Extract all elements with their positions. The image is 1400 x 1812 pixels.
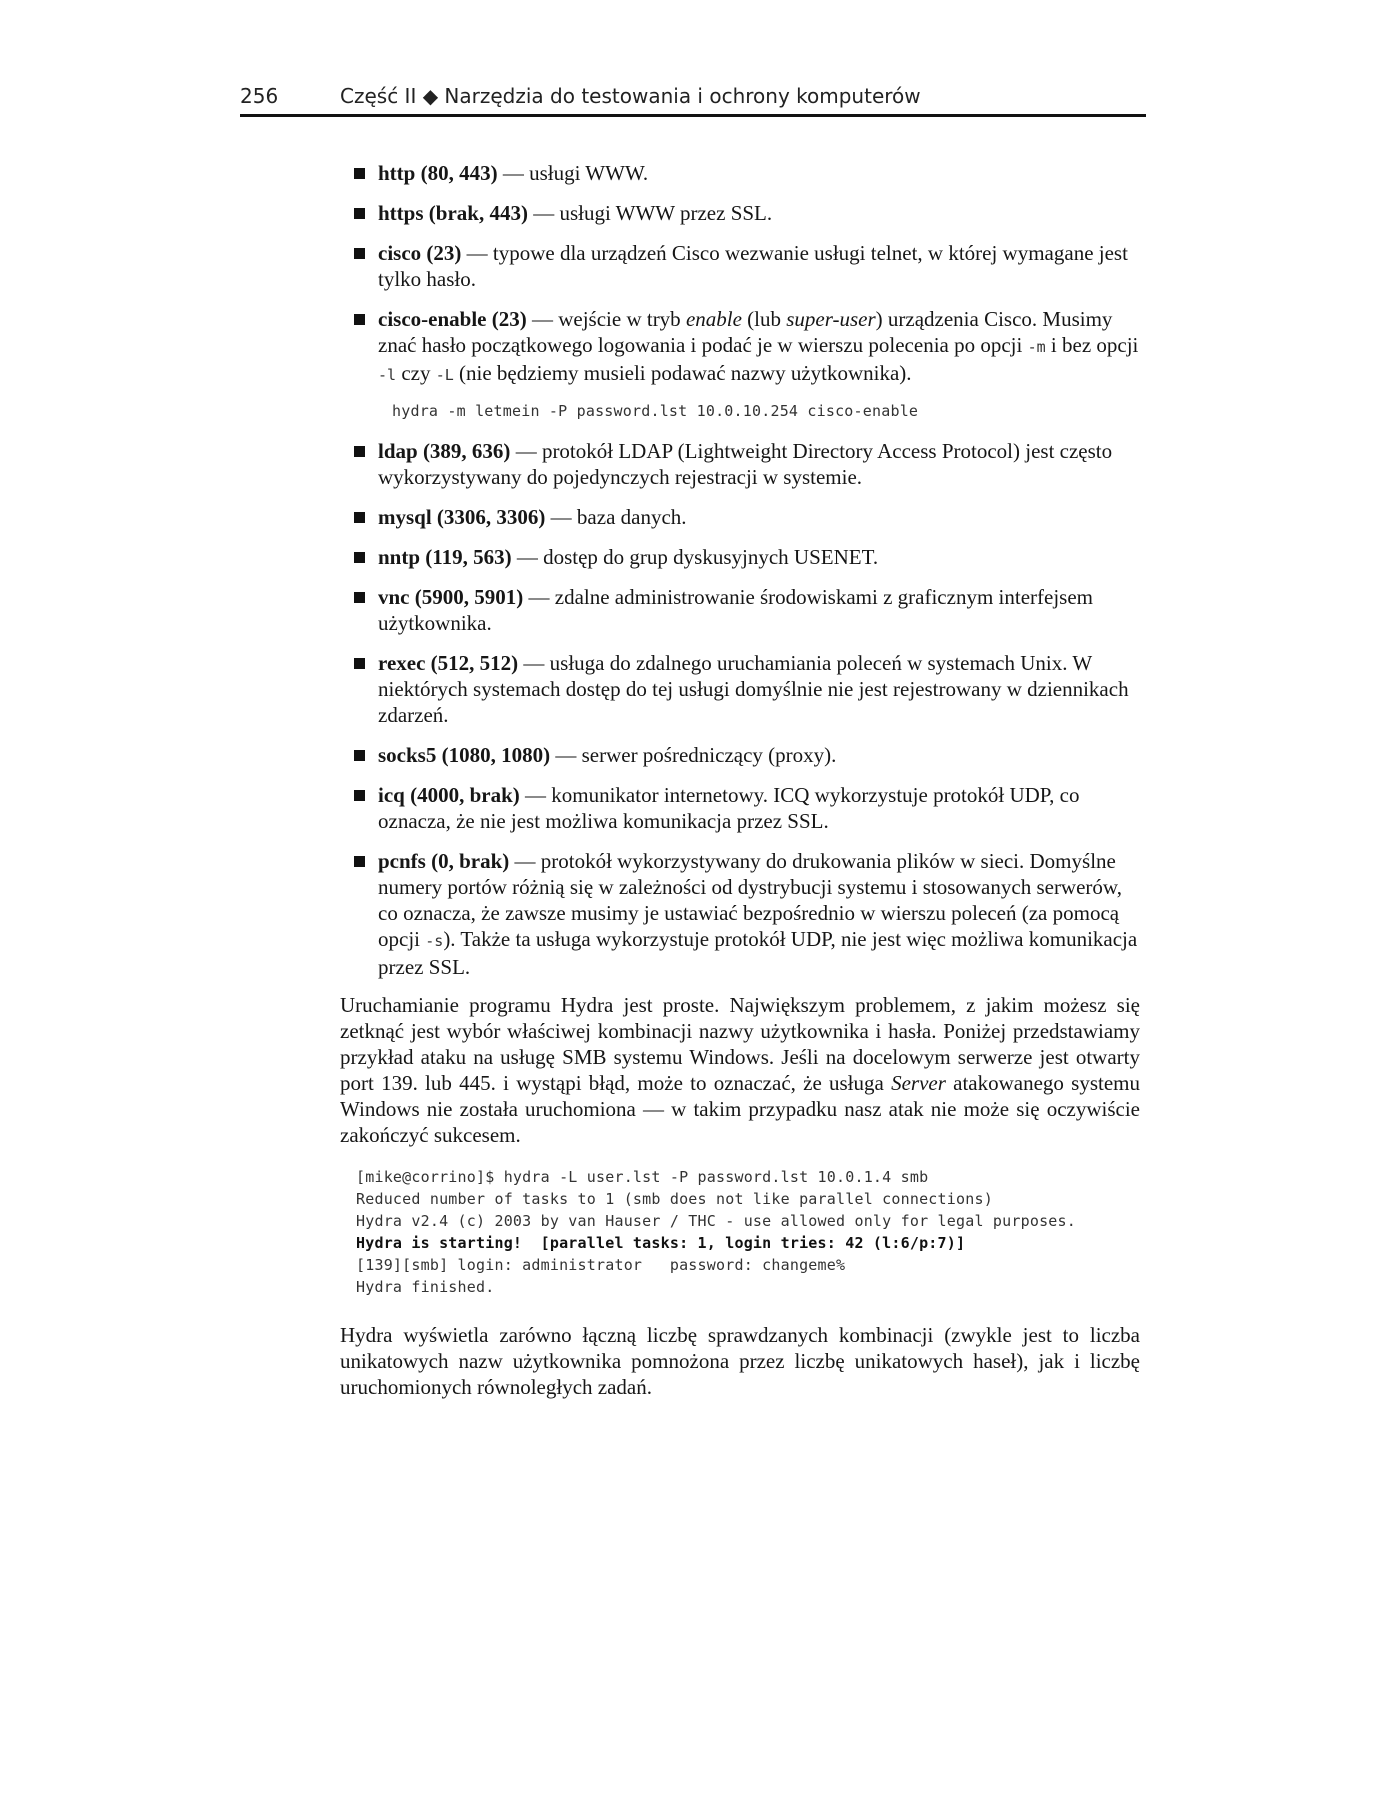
- bullet-square-icon: [354, 790, 365, 801]
- service-term: mysql (3306, 3306): [378, 505, 546, 529]
- service-list: [340, 160, 1140, 388]
- list-item: [340, 438, 1140, 490]
- bullet-square-icon: [354, 168, 365, 179]
- text-run: atakowanego systemu Windows nie została uruchomiona — w takim przypadku nasz atak nie może się oczywiście zakończyć sukcesem.: [340, 1071, 1140, 1147]
- text-run: Uruchamianie programu Hydra jest proste. Największym problemem, z jakim możesz się zetknąć jest wybór właściwej kombinacji nazwy użytkownika i hasła. Poniżej przedstawiamy przykład ataku na usługę SMB systemu Windows. Jeśli na docelowym serwerze jest otwarty port 139. lub 445. i wystąpi błąd, może to oznaczać, że usługa: [340, 993, 1140, 1095]
- service-term: pcnfs (0, brak): [378, 849, 510, 873]
- code-example-cisco: hydra -m letmein -P password.lst 10.0.10.254 cisco-enable: [392, 402, 919, 420]
- service-term: icq (4000, brak): [378, 783, 520, 807]
- service-description: — dostęp do grup dyskusyjnych USENET.: [511, 545, 879, 569]
- terminal-line: [139][smb] login: administrator password: changeme%: [356, 1256, 846, 1274]
- terminal-line: Reduced number of tasks to 1 (smb does not like parallel connections): [356, 1190, 993, 1208]
- text-run: czy: [396, 361, 436, 385]
- service-description: — zdalne administrowanie środowiskami z graficznym interfejsem użytkownika.: [378, 585, 1093, 635]
- bullet-square-icon: [354, 248, 365, 259]
- list-item: [340, 306, 1140, 388]
- inline-code: -L: [435, 366, 454, 384]
- list-item: [340, 240, 1140, 292]
- text-run: ). Także ta usługa wykorzystuje protokół UDP, nie jest więc możliwa komunikacja przez SSL.: [378, 927, 1138, 979]
- emphasis: super-user: [786, 307, 876, 331]
- inline-code: -s: [425, 932, 444, 950]
- service-description: — serwer pośredniczący (proxy).: [550, 743, 837, 767]
- bullet-square-icon: [354, 208, 365, 219]
- text-run: — protokół wykorzystywany do drukowania plików w sieci. Domyślne numery portów różnią się w zależności od dystrybucji systemu i stosowanych serwerów, co oznacza, że zawsze musimy je ustawiać bezpośrednio w wierszu poleceń (za pomocą opcji: [378, 849, 1122, 951]
- list-item: [340, 200, 1140, 226]
- service-description: — usługi WWW przez SSL.: [527, 201, 773, 225]
- service-term: ldap (389, 636): [378, 439, 511, 463]
- bullet-square-icon: [354, 658, 365, 669]
- list-item: [340, 504, 1140, 530]
- text-run: i bez opcji: [1045, 333, 1139, 357]
- service-term: nntp (119, 563): [378, 545, 512, 569]
- header-rule: [240, 114, 1146, 117]
- chapter-title: Część II ◆ Narzędzia do testowania i ochrony komputerów: [340, 84, 921, 108]
- terminal-line: Hydra v2.4 (c) 2003 by van Hauser / THC - use allowed only for legal purposes.: [356, 1212, 1076, 1230]
- list-item: [340, 650, 1140, 728]
- service-description: — usługa do zdalnego uruchamiania poleceń w systemach Unix. W niektórych systemach dostęp do tej usługi domyślnie nie jest rejestrowany w dziennikach zdarzeń.: [378, 651, 1129, 727]
- bullet-square-icon: [354, 314, 365, 325]
- paragraph-hydra-summary: Hydra wyświetla zarówno łączną liczbę sprawdzanych kombinacji (zwykle jest to liczba unikatowych nazw użytkownika pomnożona przez liczbę unikatowych haseł), jak i liczbę uruchomionych równoległych zadań.: [340, 1323, 1140, 1399]
- service-description: — komunikator internetowy. ICQ wykorzystuje protokół UDP, co oznacza, że nie jest możliwa komunikacja przez SSL.: [378, 783, 1080, 833]
- service-description: — baza danych.: [545, 505, 687, 529]
- bullet-square-icon: [354, 446, 365, 457]
- service-term: cisco (23): [378, 241, 462, 265]
- bullet-square-icon: [354, 512, 365, 523]
- page-body: [340, 160, 1140, 994]
- paragraph-hydra-intro: [340, 992, 1140, 1148]
- inline-code: -l: [378, 366, 397, 384]
- bullet-square-icon: [354, 552, 365, 563]
- service-term: socks5 (1080, 1080): [378, 743, 551, 767]
- service-description: — protokół LDAP (Lightweight Directory Access Protocol) jest często wykorzystywany do pojedynczych rejestracji w systemie.: [378, 439, 1113, 489]
- service-term: https (brak, 443): [378, 201, 528, 225]
- service-description: — usługi WWW.: [497, 161, 649, 185]
- bullet-square-icon: [354, 750, 365, 761]
- list-item: [340, 782, 1140, 834]
- emphasis: enable: [685, 307, 742, 331]
- service-term: rexec (512, 512): [378, 651, 519, 675]
- text-run: — wejście w tryb: [526, 307, 686, 331]
- terminal-line: [mike@corrino]$ hydra -L user.lst -P password.lst 10.0.1.4 smb: [356, 1168, 929, 1186]
- inline-code: -m: [1027, 338, 1046, 356]
- text-run: (nie będziemy musieli podawać nazwy użytkownika).: [453, 361, 912, 385]
- service-list-continued: [340, 438, 1140, 980]
- list-item: [340, 544, 1140, 570]
- text-run: ) urządzenia Cisco. Musimy znać hasło początkowego logowania i podać je w wierszu polecenia po opcji: [378, 307, 1113, 357]
- emphasis: Server: [891, 1071, 946, 1095]
- body-text: [340, 992, 1140, 1400]
- list-item: [340, 742, 1140, 768]
- bullet-square-icon: [354, 592, 365, 603]
- bullet-square-icon: [354, 856, 365, 867]
- service-term: http (80, 443): [378, 161, 498, 185]
- service-term: cisco-enable (23): [378, 307, 527, 331]
- terminal-line: Hydra is starting! [parallel tasks: 1, login tries: 42 (l:6/p:7)]: [356, 1234, 966, 1252]
- terminal-output: [356, 1166, 1140, 1298]
- service-description: — typowe dla urządzeń Cisco wezwanie usługi telnet, w której wymagane jest tylko hasło.: [378, 241, 1128, 291]
- terminal-line: Hydra finished.: [356, 1278, 495, 1296]
- service-term: vnc (5900, 5901): [378, 585, 524, 609]
- list-item: [340, 584, 1140, 636]
- list-item: [340, 160, 1140, 186]
- list-item: [340, 848, 1140, 980]
- text-run: (lub: [741, 307, 787, 331]
- page-number: 256: [240, 84, 279, 108]
